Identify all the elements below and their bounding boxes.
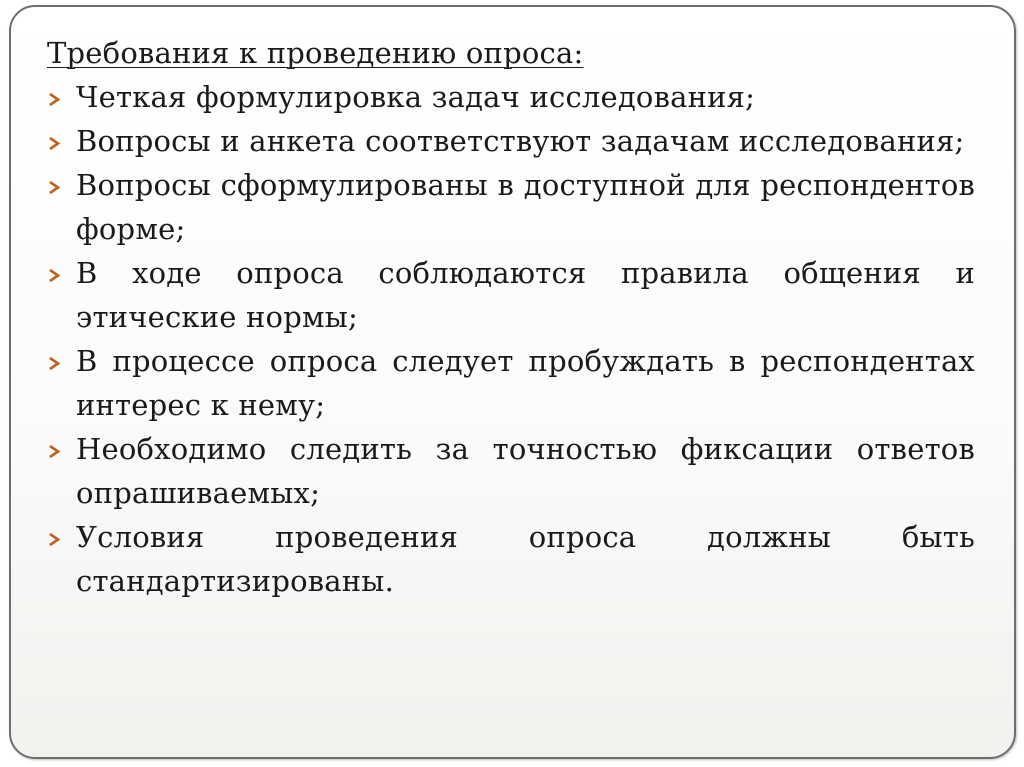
chevron-right-icon [47, 427, 69, 471]
slide-heading: Требования к проведению опроса: [47, 36, 584, 70]
list-item [47, 251, 975, 339]
list-item-text: Вопросы и анкета соответствуют задачам исследования; [76, 124, 965, 158]
chevron-right-icon [47, 75, 69, 119]
slide-frame [9, 5, 1016, 759]
chevron-right-icon [47, 163, 69, 207]
list-item [47, 163, 975, 251]
slide-content [47, 31, 975, 603]
list-item-text: Условия проведения опроса должны быть стандартизированы. [76, 520, 975, 598]
list-item-text: В процессе опроса следует пробуждать в респондентах интерес к нему; [76, 344, 975, 422]
list-item [47, 515, 975, 603]
list-item [47, 427, 975, 515]
list-item [47, 119, 975, 163]
list-item [47, 339, 975, 427]
chevron-right-icon [47, 119, 69, 163]
list-item-text: В ходе опроса соблюдаются правила общения и этические нормы; [76, 256, 975, 334]
list-item-text: Необходимо следить за точностью фиксации ответов опрашиваемых; [76, 432, 975, 510]
requirements-list [47, 75, 975, 603]
list-item [47, 75, 975, 119]
list-item-text: Вопросы сформулированы в доступной для респондентов форме; [76, 168, 975, 246]
list-item-text: Четкая формулировка задач исследования; [76, 80, 756, 114]
chevron-right-icon [47, 251, 69, 295]
chevron-right-icon [47, 339, 69, 383]
chevron-right-icon [47, 515, 69, 559]
